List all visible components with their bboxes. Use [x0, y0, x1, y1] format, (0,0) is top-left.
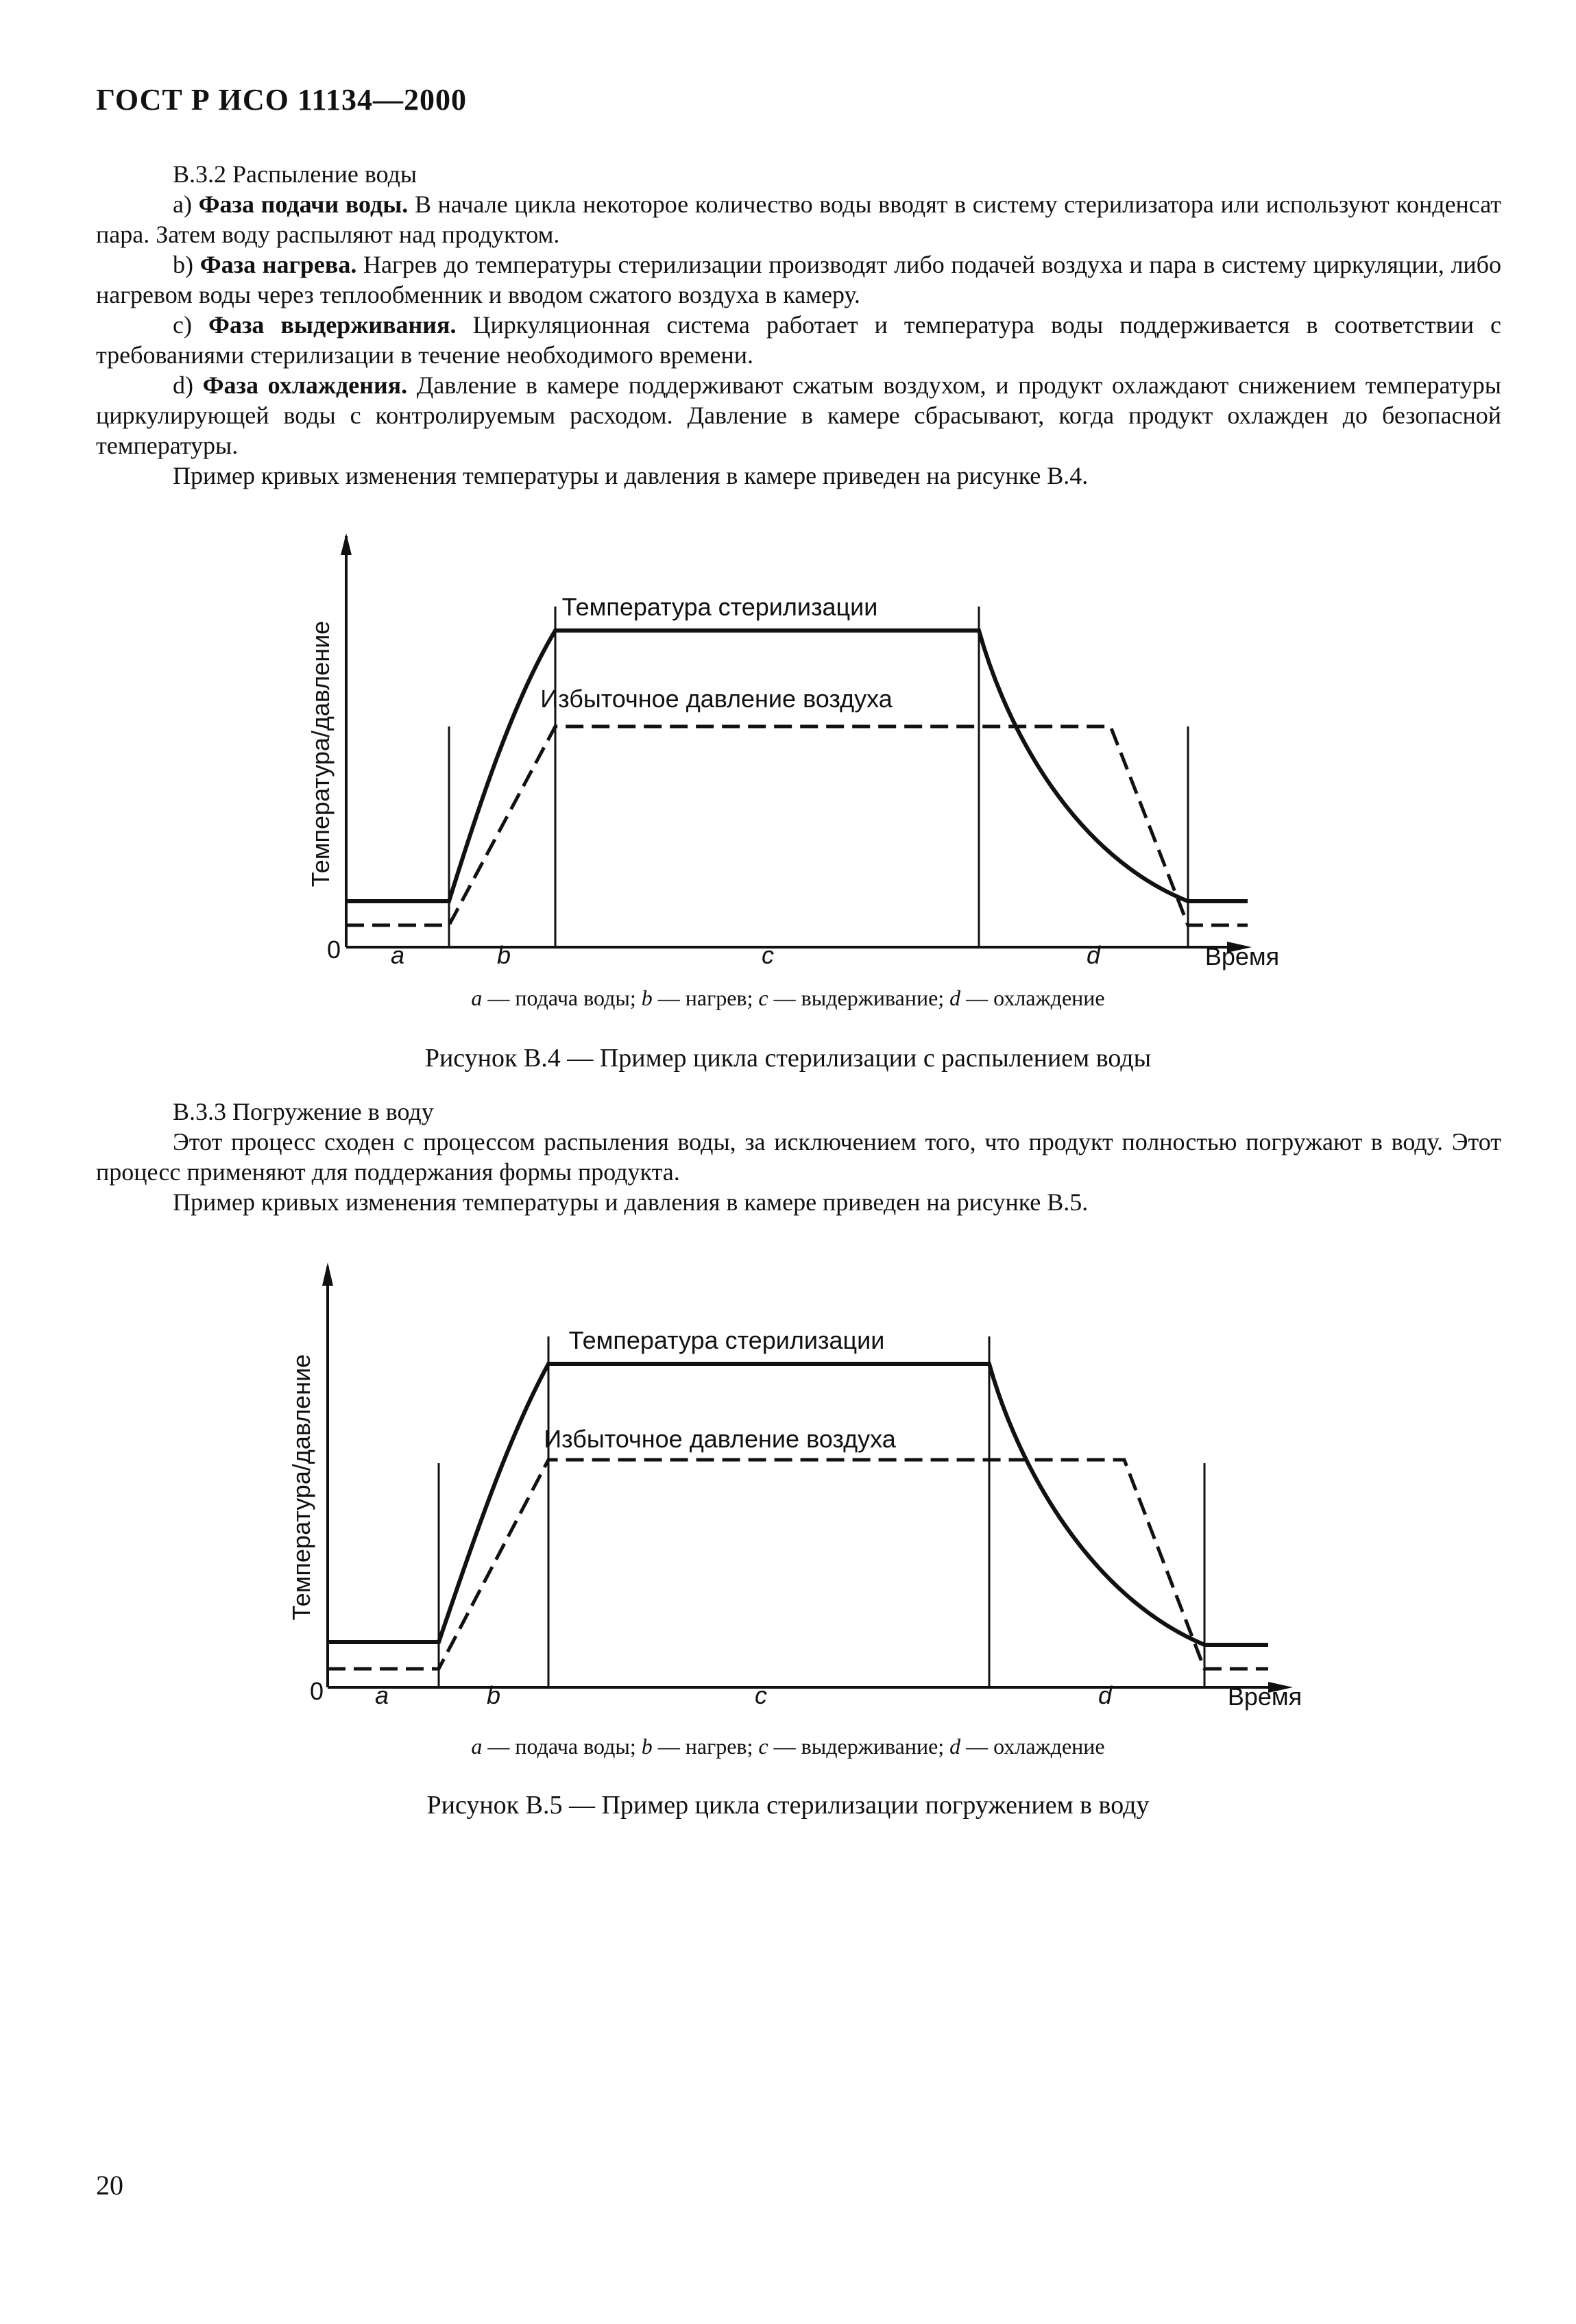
phase-a-label: a — [374, 1681, 389, 1709]
y-axis-arrow-icon — [341, 533, 352, 555]
phase-b-paragraph: b) Фаза нагрева. Нагрев до температуры стерилизации производят либо подачей воздуха и пара в систему циркуляции, либо нагревом воды через теплообменник и вводом сжатого воздуха в камеру. — [96, 251, 1501, 308]
figure-b5-diagram — [0, 1254, 1576, 1720]
phase-c-label: c — [762, 941, 774, 969]
temperature-label: Температура стерилизации — [568, 1326, 885, 1354]
origin-label: 0 — [326, 935, 341, 964]
x-axis-label: Время — [1227, 1683, 1302, 1711]
figure-b5-caption: Рисунок В.5 — Пример цикла стерилизации погружением в воду — [426, 1791, 1150, 1820]
figure-b4 — [0, 528, 1576, 1076]
phase-c-label: c — [755, 1681, 767, 1709]
pressure-curve — [328, 1460, 1268, 1669]
y-axis-label: Температура/давление — [306, 620, 335, 888]
figure-b5-reference: Пример кривых изменения температуры и давления в камере приведен на рисунке В.5. — [173, 1188, 1089, 1216]
temperature-curve — [328, 1364, 1268, 1645]
pressure-label: Избыточное давление воздуха — [540, 685, 893, 713]
figure-b4-caption: Рисунок В.4 — Пример цикла стерилизации с распылением воды — [424, 1044, 1152, 1073]
section-b33 — [96, 1097, 1501, 1217]
phase-b-label: b — [496, 941, 511, 969]
phase-c-paragraph: c) Фаза выдерживания. Циркуляционная система работает и температура воды поддерживается в соответствии с требованиями стерилизации в течение необходимого времени. — [96, 311, 1501, 369]
phase-b-title: Фаза нагрева. — [199, 251, 357, 278]
phase-b-label: b — [486, 1681, 501, 1709]
y-axis-label: Температура/давление — [287, 1354, 315, 1621]
page-number: 20 — [96, 2170, 123, 2201]
temperature-label: Температура стерилизации — [561, 593, 878, 621]
y-axis-arrow-icon — [322, 1262, 333, 1286]
phase-d-paragraph: d) Фаза охлаждения. Давление в камере поддерживают сжатым воздухом, и продукт охлаждают снижением температуры циркулирующей воды с контролируемым расходом. Давление в камере сбрасывают, когда продукт охлажден до безопасной температуры. — [96, 371, 1501, 459]
document-header: ГОСТ Р ИСО 11134—2000 — [96, 83, 468, 117]
temperature-curve — [346, 631, 1248, 901]
section-b33-heading: В.3.3 Погружение в воду — [173, 1098, 434, 1125]
pressure-label: Избыточное давление воздуха — [544, 1425, 896, 1453]
section-b32 — [96, 159, 1501, 491]
figure-b4-diagram — [0, 528, 1576, 980]
phase-c-title: Фаза выдерживания. — [208, 311, 457, 339]
figure-b5-legend: a — подача воды; b — нагрев; c — выдерживание; d — охлаждение — [471, 1734, 1105, 1759]
phase-a-title: Фаза подачи воды. — [198, 191, 409, 218]
origin-label: 0 — [309, 1677, 324, 1705]
figure-b5 — [0, 1254, 1576, 1823]
pressure-curve — [346, 726, 1248, 925]
x-axis-label: Время — [1204, 942, 1280, 970]
phase-a-paragraph: a) Фаза подачи воды. В начале цикла некоторое количество воды вводят в систему стерилизатора или используют конденсат пара. Затем воду распыляют над продуктом. — [96, 191, 1502, 248]
figure-b4-legend: a — подача воды; b — нагрев; c — выдерживание; d — охлаждение — [471, 986, 1105, 1010]
section-b32-heading: В.3.2 Распыление воды — [173, 160, 417, 188]
phase-a-label: a — [390, 941, 405, 969]
phase-d-label: d — [1086, 941, 1101, 969]
phase-d-label: d — [1098, 1681, 1113, 1709]
phase-d-title: Фаза охлаждения. — [202, 371, 408, 399]
figure-b4-reference: Пример кривых изменения температуры и давления в камере приведен на рисунке В.4. — [173, 462, 1089, 489]
section-b33-text: Этот процесс сходен с процессом распыления воды, за исключением того, что продукт полностью погружают в воду. Этот процесс применяют для поддержания формы продукта. — [96, 1128, 1501, 1186]
